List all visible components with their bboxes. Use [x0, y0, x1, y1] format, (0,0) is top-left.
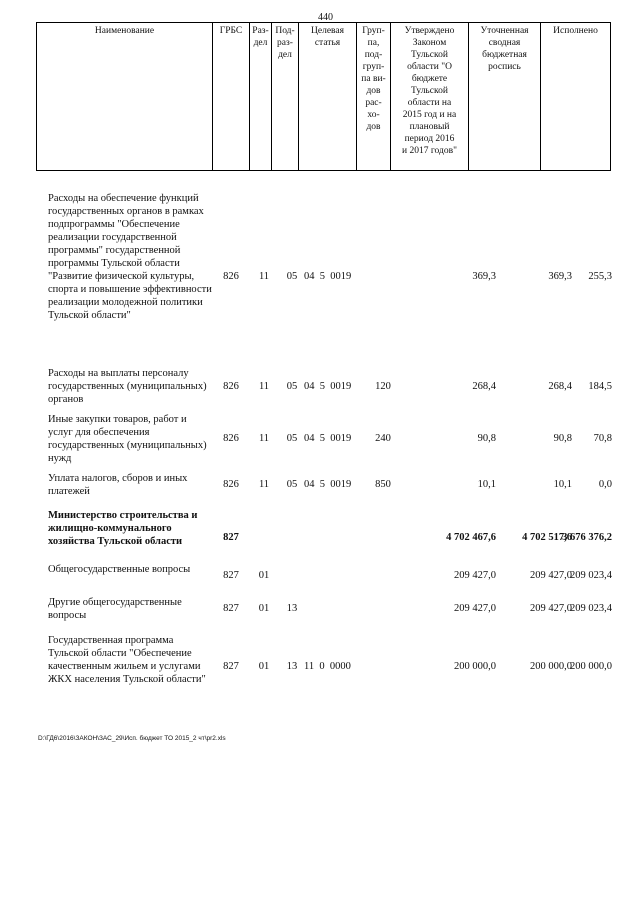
row-razdel: 11	[258, 271, 270, 282]
row-name: Общегосударственные вопросы	[48, 564, 191, 575]
page-number: 440	[318, 12, 333, 23]
row-refined: 268,4	[548, 381, 572, 392]
row-executed: 209 023,4	[570, 570, 612, 581]
row-executed: 184,5	[588, 381, 612, 392]
row-razdel: 01	[258, 661, 270, 672]
row-approved: 209 427,0	[454, 603, 496, 614]
header-podrazdel: Под- раз- дел	[272, 23, 299, 171]
header-group: Груп- па, под- груп- па ви- дов рас- хо- дов	[357, 23, 391, 171]
row-grbs: 826	[223, 271, 239, 282]
row-refined: 209 427,0	[530, 603, 572, 614]
row-refined: 90,8	[553, 433, 572, 444]
row-approved: 200 000,0	[454, 661, 496, 672]
row-executed: 255,3	[588, 271, 612, 282]
row-podrazdel: 05	[286, 479, 298, 490]
header-refined: Уточненная сводная бюджетная роспись	[469, 23, 541, 171]
row-executed: 0,0	[598, 479, 612, 490]
row-grbs: 827	[223, 570, 239, 581]
row-razdel: 01	[258, 570, 270, 581]
row-target: 04 5 0019	[304, 433, 352, 444]
row-name: Расходы на выплаты персоналу государственных (муниципальных) органов	[48, 368, 207, 405]
header-executed: Исполнено	[541, 23, 611, 171]
row-executed: 209 023,4	[570, 603, 612, 614]
row-refined: 200 000,0	[530, 661, 572, 672]
row-grbs: 827	[223, 661, 239, 672]
row-executed: 200 000,0	[570, 661, 612, 672]
row-name: Другие общегосударственные вопросы	[48, 597, 182, 621]
row-razdel: 11	[258, 479, 270, 490]
row-refined: 369,3	[548, 271, 572, 282]
row-name: Иные закупки товаров, работ и услуг для обеспечения государственных (муниципальных) нужд	[48, 414, 207, 464]
header-razdel: Раз- дел	[250, 23, 272, 171]
row-target: 11 0 0000	[304, 661, 351, 672]
row-approved: 369,3	[472, 271, 496, 282]
header-target: Целевая статья	[299, 23, 357, 171]
row-target: 04 5 0019	[304, 479, 352, 490]
row-grbs: 827	[223, 603, 239, 614]
row-executed: 70,8	[593, 433, 612, 444]
row-name: Расходы на обеспечение функций государственных органов в рамках подпрограммы "Обеспечение реализации государственной программы" государственной программы Тульской области "Развитие физической культуры, спорта и повышение эффективности реализации молодежной политики Тульской области"	[48, 193, 212, 321]
row-refined: 10,1	[553, 479, 572, 490]
row-approved: 90,8	[477, 433, 496, 444]
row-refined: 4 702 517,6	[522, 532, 572, 543]
row-podrazdel: 05	[286, 433, 298, 444]
footer-file-path: D:\ГД6\2016\ЗАКОН\ЗАС_29\Исп. бюджет ТО 2015_2 чт\pr2.xls	[38, 735, 226, 742]
header-approved: Утверждено Законом Тульской области "О бюджете Тульской области на 2015 год и на плановый период 2016 и 2017 годов"	[391, 23, 469, 171]
row-podrazdel: 05	[286, 271, 298, 282]
row-approved: 4 702 467,6	[446, 532, 496, 543]
row-razdel: 11	[258, 381, 270, 392]
row-name: Государственная программа Тульской области "Обеспечение качественным жильем и услугами ЖКХ населения Тульской области"	[48, 635, 206, 685]
row-name: Министерство строительства и жилищно-коммунального хозяйства Тульской области	[48, 510, 198, 547]
table-header	[36, 22, 611, 171]
row-podrazdel: 05	[286, 381, 298, 392]
row-razdel: 01	[258, 603, 270, 614]
row-group: 850	[375, 479, 391, 490]
row-group: 120	[375, 381, 391, 392]
row-grbs: 826	[223, 381, 239, 392]
row-approved: 268,4	[472, 381, 496, 392]
row-group: 240	[375, 433, 391, 444]
row-podrazdel: 13	[286, 661, 298, 672]
row-podrazdel: 13	[286, 603, 298, 614]
row-approved: 209 427,0	[454, 570, 496, 581]
row-grbs: 827	[223, 532, 239, 543]
row-name: Уплата налогов, сборов и иных платежей	[48, 473, 188, 497]
header-grbs: ГРБС	[213, 23, 250, 171]
row-target: 04 5 0019	[304, 271, 352, 282]
row-executed: 3 676 376,2	[562, 532, 612, 543]
row-razdel: 11	[258, 433, 270, 444]
row-refined: 209 427,0	[530, 570, 572, 581]
row-grbs: 826	[223, 479, 239, 490]
row-target: 04 5 0019	[304, 381, 352, 392]
row-grbs: 826	[223, 433, 239, 444]
header-name: Наименование	[37, 23, 213, 171]
row-approved: 10,1	[477, 479, 496, 490]
